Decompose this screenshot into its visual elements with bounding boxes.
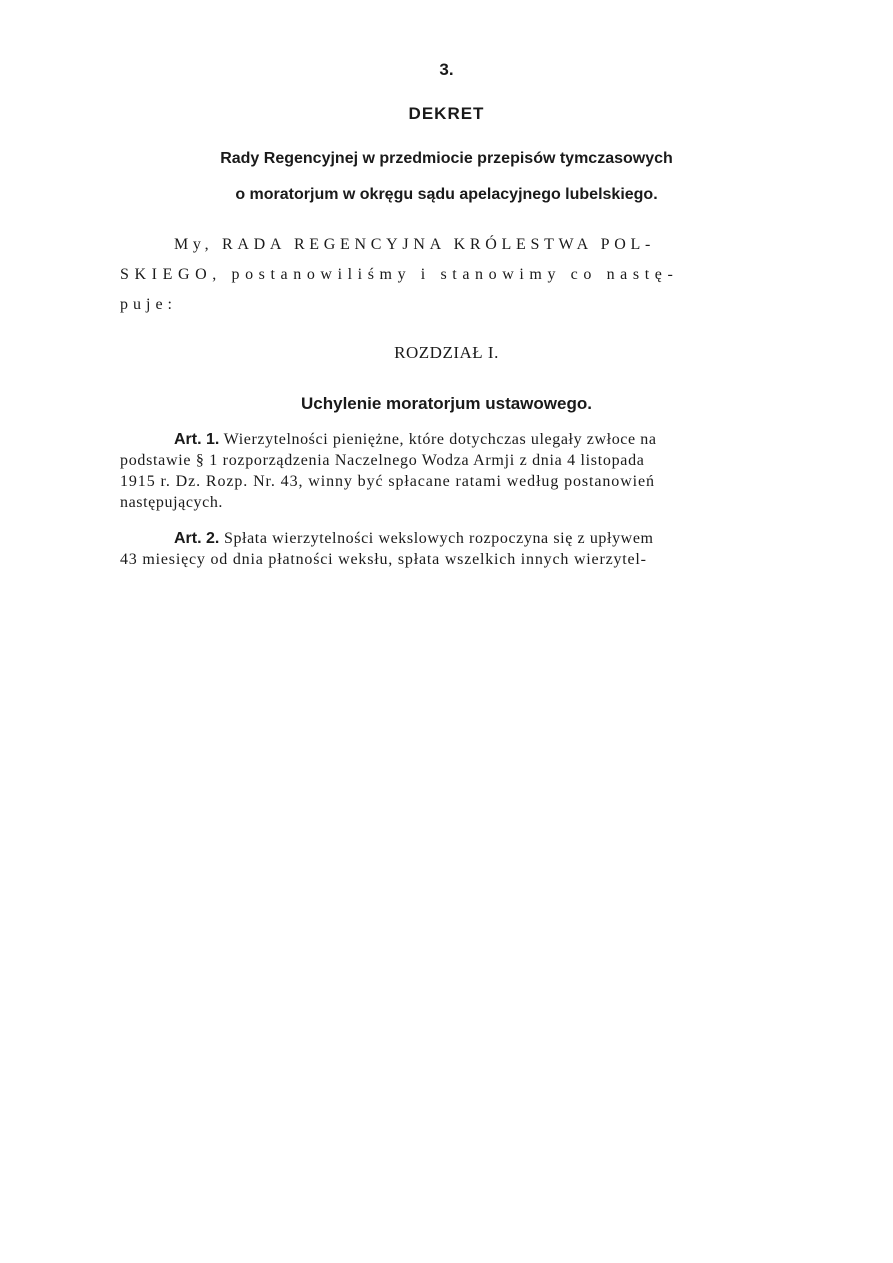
- chapter-title: Uchylenie moratorjum ustawowego.: [301, 394, 592, 413]
- subtitle-line-2: o moratorjum w okręgu sądu apelacyjnego lubelskiego.: [235, 186, 658, 203]
- chapter-number: ROZDZIAŁ I.: [394, 343, 499, 362]
- preamble-line-3: puje:: [120, 296, 177, 313]
- article-2-line-2: 43 miesięcy od dnia płatności weksłu, spłata wszelkich innych wierzytel-: [120, 551, 647, 568]
- document-title: DEKRET: [408, 104, 485, 123]
- preamble-line-1: My, RADA REGENCYJNA KRÓLESTWA POL-: [174, 236, 656, 253]
- article-1-line-4: następujących.: [120, 494, 224, 511]
- article-1-line-3: 1915 r. Dz. Rozp. Nr. 43, winny być spłacane ratami według postanowień: [120, 473, 655, 490]
- page-number: 3.: [439, 60, 454, 79]
- article-1-label: Art. 1.: [174, 431, 220, 448]
- article-2-line-1: [174, 530, 867, 548]
- article-2-label: Art. 2.: [174, 530, 220, 547]
- article-1-line-1: [174, 431, 867, 449]
- article-1-line-2: podstawie § 1 rozporządzenia Naczelnego Wodza Armji z dnia 4 listopada: [120, 452, 645, 469]
- article-2-text-1: Spłata wierzytelności wekslowych rozpoczyna się z upływem: [223, 530, 654, 547]
- preamble-line-2: SKIEGO, postanowiliśmy i stanowimy co nastę-: [120, 266, 679, 283]
- subtitle-line-1: Rady Regencyjnej w przedmiocie przepisów tymczasowych: [220, 150, 673, 167]
- article-1-text-1: Wierzytelności pieniężne, które dotychczas ulegały zwłoce na: [223, 431, 657, 448]
